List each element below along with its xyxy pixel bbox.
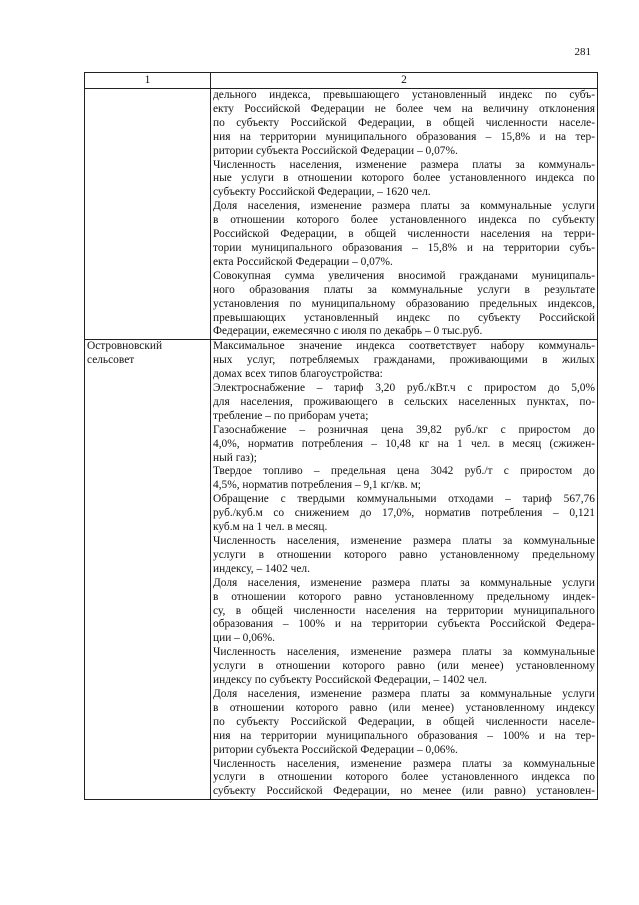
description-paragraph bbox=[213, 646, 595, 688]
text-line: требление – по приборам учета; bbox=[213, 409, 369, 422]
text-line: Совокупная сумма увеличения вносимой гражданами муниципаль- bbox=[213, 269, 595, 282]
description-paragraph bbox=[213, 89, 595, 159]
text-line: Газоснабжение – розничная цена 39,82 руб./кг с приростом до bbox=[213, 423, 595, 436]
text-line: в отношении которого равно установленному предельному индек- bbox=[213, 590, 595, 603]
text-line: дельного индекса, превышающего установленный индекс по субъ- bbox=[213, 89, 595, 101]
text-line: индексу по субъекту Российской Федерации, – 1402 чел. bbox=[213, 674, 488, 687]
text-line: 4,5%, норматив потребления – 9,1 кг/кв. м; bbox=[213, 479, 421, 492]
text-line: для населения, проживающего в сельских населенных пунктах, по- bbox=[213, 395, 595, 408]
description-paragraph bbox=[213, 688, 595, 758]
column-header-1: 1 bbox=[85, 73, 211, 89]
text-line: домах всех типов благоустройства: bbox=[213, 368, 383, 381]
text-line: тории муниципального образования – 15,8% и на территории субъ- bbox=[213, 241, 595, 254]
text-line: индексу, – 1402 чел. bbox=[213, 562, 310, 575]
description-paragraph bbox=[213, 159, 595, 201]
description-paragraph bbox=[213, 340, 595, 382]
column-header-2: 2 bbox=[211, 73, 598, 89]
text-line: Доля населения, изменение размера платы за коммунальные услуги bbox=[213, 200, 595, 213]
text-line: екта Российской Федерации – 0,07%. bbox=[213, 255, 393, 268]
text-line: установления по муниципальному образованию предельных индексов, bbox=[213, 297, 595, 310]
text-line: ритории субъекта Российской Федерации – 0,06%. bbox=[213, 743, 458, 756]
text-line: субъекту Российской Федерации, но менее (или равно) установлен- bbox=[213, 785, 595, 798]
table-row bbox=[85, 340, 598, 800]
text-line: превышающих установленный индекс по субъекту Российской bbox=[213, 311, 595, 324]
text-line: су, в общей численности населения на территории муниципального bbox=[213, 604, 595, 617]
description-paragraph bbox=[213, 758, 595, 800]
text-line: услуги в отношении которого равно установленному предельному bbox=[213, 548, 595, 561]
text-line: Численность населения, изменение размера платы за коммуналь- bbox=[213, 158, 595, 171]
document-table bbox=[84, 72, 598, 800]
text-line: Максимальное значение индекса соответствует набору коммуналь- bbox=[213, 340, 595, 353]
text-line: ния на территории муниципального образования – 100% и на тер- bbox=[213, 729, 595, 742]
text-line: 4,0%, норматив потребления – 10,48 кг на 1 чел. в месяц (сжижен- bbox=[213, 437, 595, 450]
text-line: в отношении которого равно (или менее) установленному индексу bbox=[213, 701, 595, 714]
description-cell bbox=[211, 89, 598, 340]
text-line: екту Российской Федерации не более чем на величину отклонения bbox=[213, 102, 595, 115]
description-paragraph bbox=[213, 577, 595, 647]
text-line: Доля населения, изменение размера платы за коммунальные услуги bbox=[213, 576, 595, 589]
text-line: руб./куб.м со снижением до 17,0%, норматив потребления – 0,121 bbox=[213, 507, 595, 520]
text-line: по субъекту Российской Федерации, в общей численности населе- bbox=[213, 715, 595, 728]
text-line: услуги в отношении которого более установленного индекса по bbox=[213, 771, 595, 784]
description-paragraph bbox=[213, 424, 595, 466]
text-line: Численность населения, изменение размера платы за коммунальные bbox=[213, 535, 595, 547]
text-line: субъекту Российской Федерации, – 1620 чел. bbox=[213, 186, 431, 199]
text-line: Федерации, ежемесячно с июля по декабрь – 0 тыс.руб. bbox=[213, 325, 483, 338]
page-number: 281 bbox=[574, 46, 591, 58]
text-line: Твердое топливо – предельная цена 3042 руб./т с приростом до bbox=[213, 465, 595, 478]
description-paragraph bbox=[213, 535, 595, 577]
text-line: Численность населения, изменение размера платы за коммунальные bbox=[213, 757, 595, 770]
text-line: ные услуги в отношении которого более установленного индекса по bbox=[213, 172, 595, 185]
table-header-row bbox=[85, 73, 598, 89]
text-line: Численность населения, изменение размера платы за коммунальные bbox=[213, 646, 595, 659]
description-paragraph bbox=[213, 270, 595, 340]
text-line: услуги в отношении которого равно (или менее) установленному bbox=[213, 660, 595, 673]
municipality-name: Островновский сельсовет bbox=[85, 340, 211, 800]
text-line: Обращение с твердыми коммунальными отходами – тариф 567,76 bbox=[213, 493, 595, 506]
municipality-name bbox=[85, 89, 211, 340]
text-line: ции – 0,06%. bbox=[213, 632, 275, 645]
description-paragraph bbox=[213, 465, 595, 493]
description-cell bbox=[211, 340, 598, 800]
text-line: ных услуг, потребляемых гражданами, проживающими в жилых bbox=[213, 354, 595, 367]
text-line: ный газ); bbox=[213, 451, 257, 464]
text-line: Доля населения, изменение размера платы за коммунальные услуги bbox=[213, 687, 595, 700]
text-line: в отношении которого более установленного индекса по субъекту bbox=[213, 214, 595, 227]
text-line: ного образования платы за коммунальные услуги в результате bbox=[213, 283, 595, 296]
description-paragraph bbox=[213, 493, 595, 535]
text-line: ритории субъекта Российской Федерации – 0,07%. bbox=[213, 144, 458, 157]
text-line: ния на территории муниципального образования – 15,8% и на тер- bbox=[213, 130, 595, 143]
text-line: по субъекту Российской Федерации, в общей численности населе- bbox=[213, 116, 595, 129]
text-line: куб.м на 1 чел. в месяц. bbox=[213, 521, 328, 534]
text-line: Электроснабжение – тариф 3,20 руб./кВт.ч с приростом до 5,0% bbox=[213, 382, 595, 395]
text-line: Российской Федерации, в общей численности населения на терри- bbox=[213, 228, 595, 241]
description-paragraph bbox=[213, 200, 595, 270]
description-paragraph bbox=[213, 382, 595, 424]
table-row bbox=[85, 89, 598, 340]
text-line: образования – 100% и на территории субъекта Российской Федера- bbox=[213, 618, 595, 631]
